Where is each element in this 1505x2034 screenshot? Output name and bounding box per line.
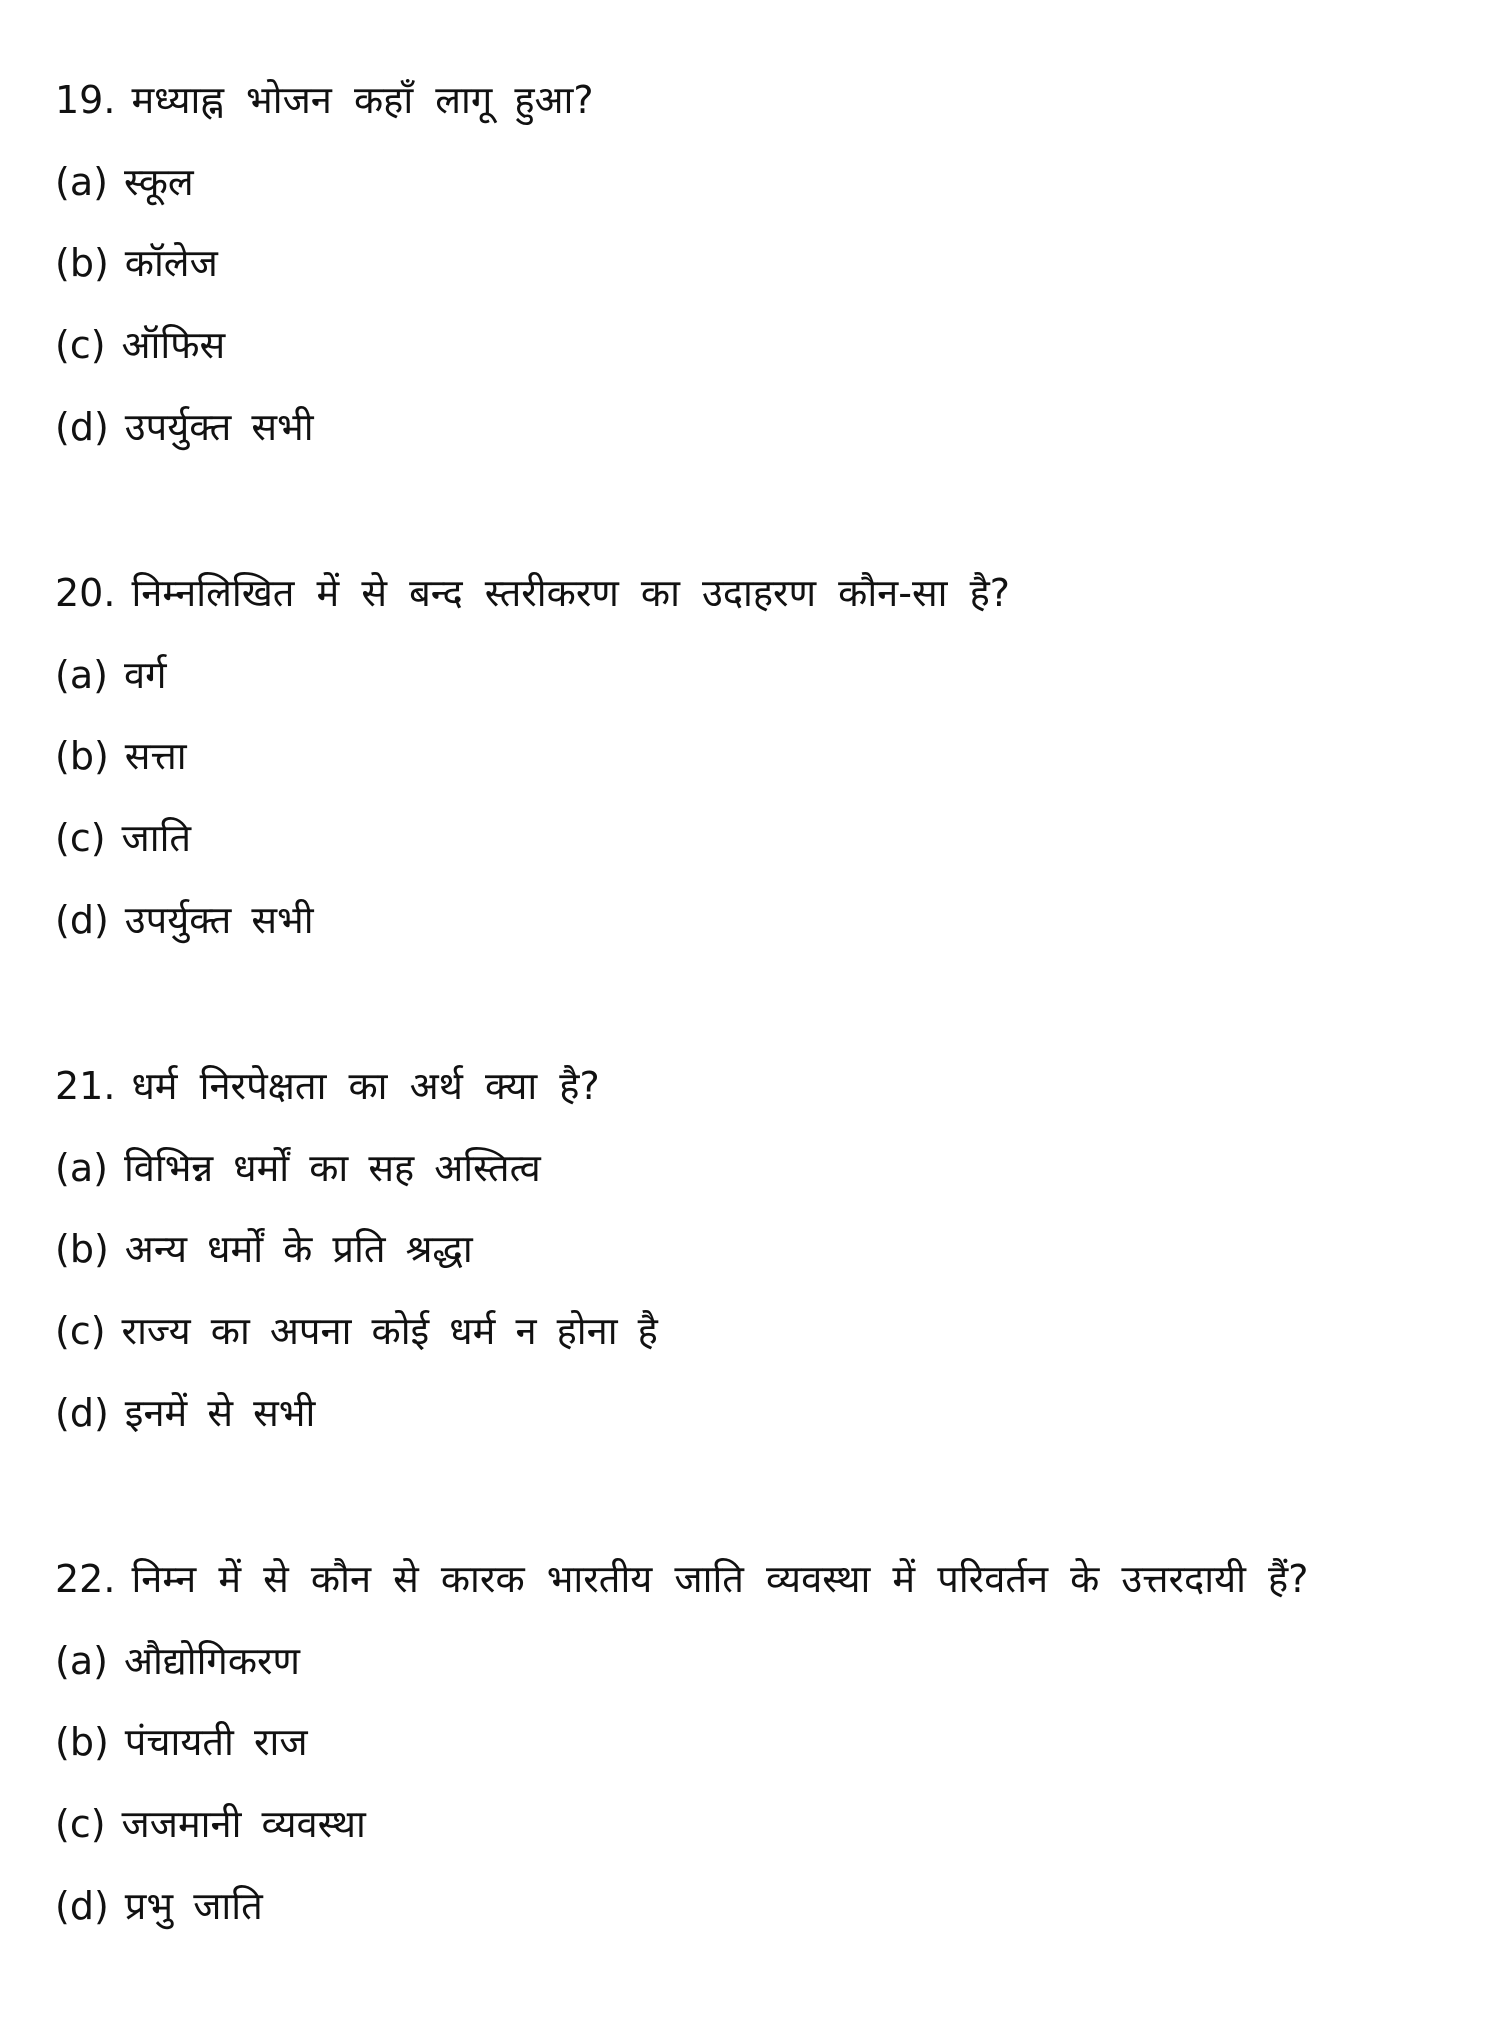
option-text: ऑफिस [121,323,226,367]
option-text: कॉलेज [124,241,218,285]
option-text: जाति [121,816,192,860]
option-key: (d) [55,1391,109,1435]
question-text: निम्नलिखित में से बन्द स्तरीकरण का उदाहरण कौन-सा है? [131,571,1010,615]
option-text: विभिन्न धर्मों का सह अस्तित्व [123,1146,541,1190]
option-b [55,1712,308,1772]
option-key: (a) [55,1639,108,1683]
question-stem [55,1549,1308,1609]
option-key: (a) [55,1146,108,1190]
option-a [55,1138,541,1198]
option-key: (c) [55,323,106,367]
option-key: (b) [55,241,109,285]
option-key: (d) [55,898,109,942]
option-d [55,397,314,457]
question-number: 21. [55,1064,116,1108]
option-text: सत्ता [124,734,187,778]
option-a [55,645,166,705]
option-d [55,1876,263,1936]
option-key: (b) [55,1227,109,1271]
question-text: धर्म निरपेक्षता का अर्थ क्या है? [131,1064,600,1108]
option-key: (c) [55,1802,106,1846]
option-c [55,1301,658,1361]
option-c [55,315,225,375]
option-key: (c) [55,1309,106,1353]
option-a [55,152,194,212]
option-text: स्कूल [123,160,194,204]
option-key: (d) [55,1884,109,1928]
option-text: औद्योगिकरण [123,1639,301,1683]
option-text: जजमानी व्यवस्था [121,1802,366,1846]
option-d [55,890,314,950]
option-key: (c) [55,816,106,860]
option-b [55,1219,473,1279]
option-c [55,1794,366,1854]
option-text: प्रभु जाति [124,1884,263,1928]
option-text: राज्य का अपना कोई धर्म न होना है [121,1309,658,1353]
option-key: (b) [55,734,109,778]
option-b [55,726,187,786]
question-stem [55,70,594,130]
option-key: (a) [55,653,108,697]
option-text: अन्य धर्मों के प्रति श्रद्धा [124,1227,473,1271]
option-key: (b) [55,1720,109,1764]
option-b [55,233,218,293]
question-text: निम्न में से कौन से कारक भारतीय जाति व्यवस्था में परिवर्तन के उत्तरदायी हैं? [131,1557,1309,1601]
question-text: मध्याह्न भोजन कहाँ लागू हुआ? [131,78,594,122]
option-text: उपर्युक्त सभी [124,898,314,942]
question-number: 22. [55,1557,116,1601]
option-key: (d) [55,405,109,449]
question-number: 19. [55,78,116,122]
option-d [55,1383,315,1443]
question-stem [55,1056,600,1116]
option-key: (a) [55,160,108,204]
question-number: 20. [55,571,116,615]
option-text: पंचायती राज [124,1720,308,1764]
option-text: इनमें से सभी [124,1391,316,1435]
option-a [55,1631,300,1691]
option-c [55,808,191,868]
option-text: उपर्युक्त सभी [124,405,314,449]
question-stem [55,563,1010,623]
option-text: वर्ग [123,653,167,697]
